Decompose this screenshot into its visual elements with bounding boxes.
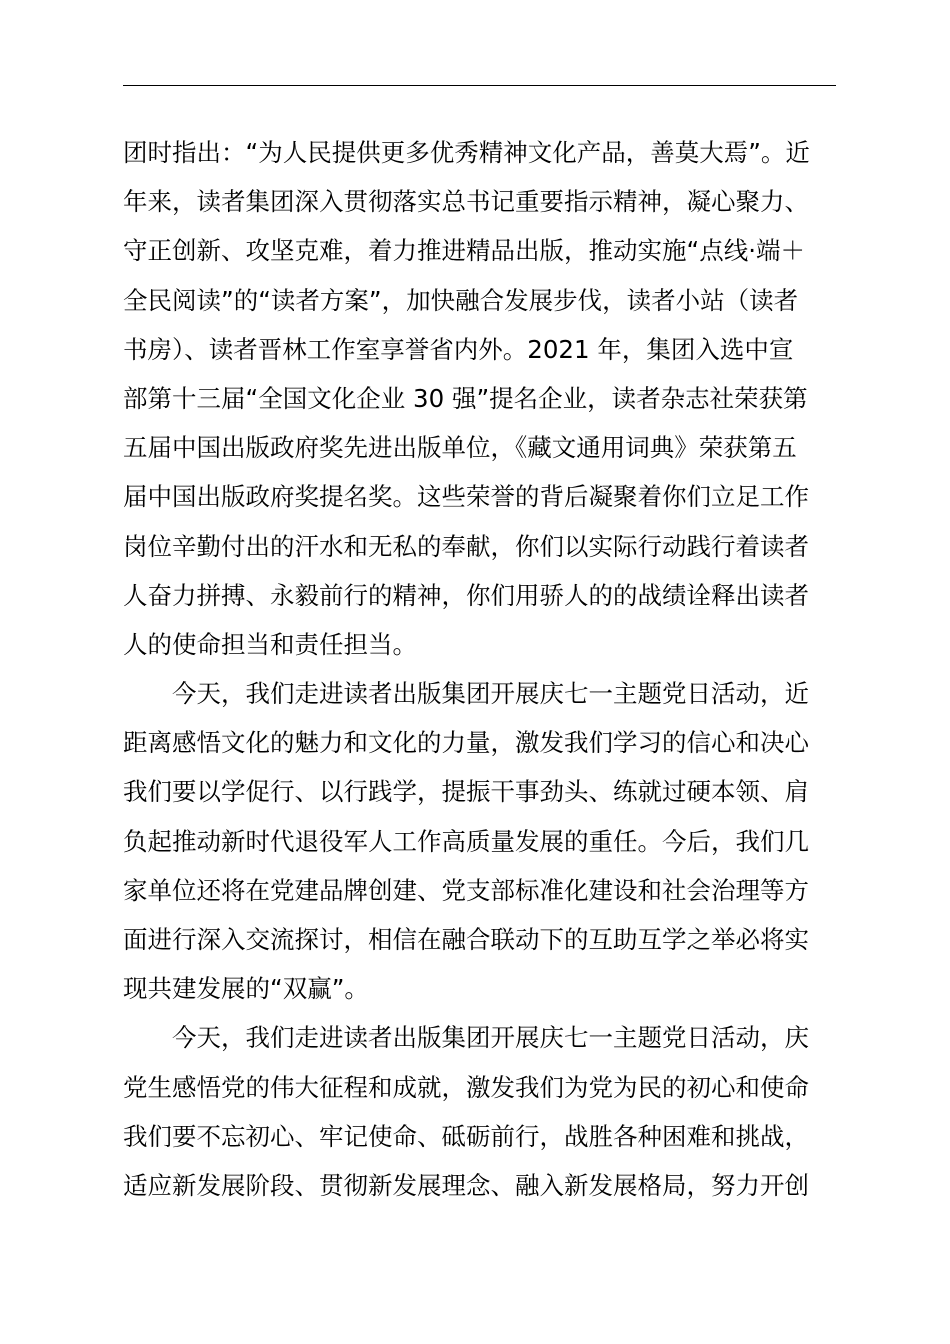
text-line: 人奋力拼搏、永毅前行的精神，你们用骄人的的战绩诠释出读者: [123, 580, 809, 610]
text-line: 党生感悟党的伟大征程和成就，激发我们为党为民的初心和使命: [123, 1072, 809, 1102]
text-line: 书房）、读者晋林工作室享誉省内外。2021 年，集团入选中宣: [123, 334, 794, 364]
text-line: 面进行深入交流探讨，相信在融合联动下的互助互学之举必将实: [123, 925, 809, 954]
text-line: 距离感悟文化的魅力和文化的力量，激发我们学习的信心和决心: [123, 728, 809, 758]
text-line: 我们要不忘初心、牢记使命、砥砺前行，战胜各种困难和挑战，: [123, 1121, 809, 1151]
text-line: 今天，我们走进读者出版集团开展庆七一主题党日活动，近: [172, 679, 809, 709]
text-line: 现共建发展的“双赢”。: [123, 974, 369, 1004]
text-line: 适应新发展阶段、贯彻新发展理念、融入新发展格局，努力开创: [123, 1170, 809, 1200]
paragraph-2: [123, 669, 839, 1013]
text-line: 家单位还将在党建品牌创建、党支部标准化建设和社会治理等方: [123, 875, 809, 905]
text-line: 岗位辛勤付出的汗水和无私的奉献，你们以实际行动践行着读者: [123, 531, 809, 561]
text-line: 年来，读者集团深入贯彻落实总书记重要指示精神，凝心聚力、: [123, 187, 809, 217]
document-body: [123, 128, 839, 1210]
text-line: 我们要以学促行、以行践学，提振干事劲头、练就过硬本领、肩: [123, 777, 809, 807]
text-line: 部第十三届“全国文化企业 30 强”提名企业，读者杂志社荣获第: [123, 383, 808, 413]
text-line: 五届中国出版政府奖先进出版单位，《藏文通用词典》荣获第五: [123, 433, 797, 463]
paragraph-3: [123, 1013, 839, 1210]
text-line: 今天，我们走进读者出版集团开展庆七一主题党日活动，庆: [172, 1023, 809, 1053]
text-line: 负起推动新时代退役军人工作高质量发展的重任。今后，我们几: [123, 826, 809, 856]
text-line: 守正创新、攻坚克难，着力推进精品出版，推动实施“点线·端＋: [123, 236, 805, 266]
text-line: 届中国出版政府奖提名奖。这些荣誉的背后凝聚着你们立足工作: [123, 482, 809, 512]
text-line: 团时指出：“为人民提供更多优秀精神文化产品，善莫大焉”。近: [123, 138, 810, 167]
paragraph-1: [123, 128, 839, 669]
text-line: 人的使命担当和责任担当。: [123, 629, 417, 659]
text-line: 全民阅读”的“读者方案”，加快融合发展步伐，读者小站（读者: [123, 285, 799, 315]
header-rule: [123, 85, 836, 86]
